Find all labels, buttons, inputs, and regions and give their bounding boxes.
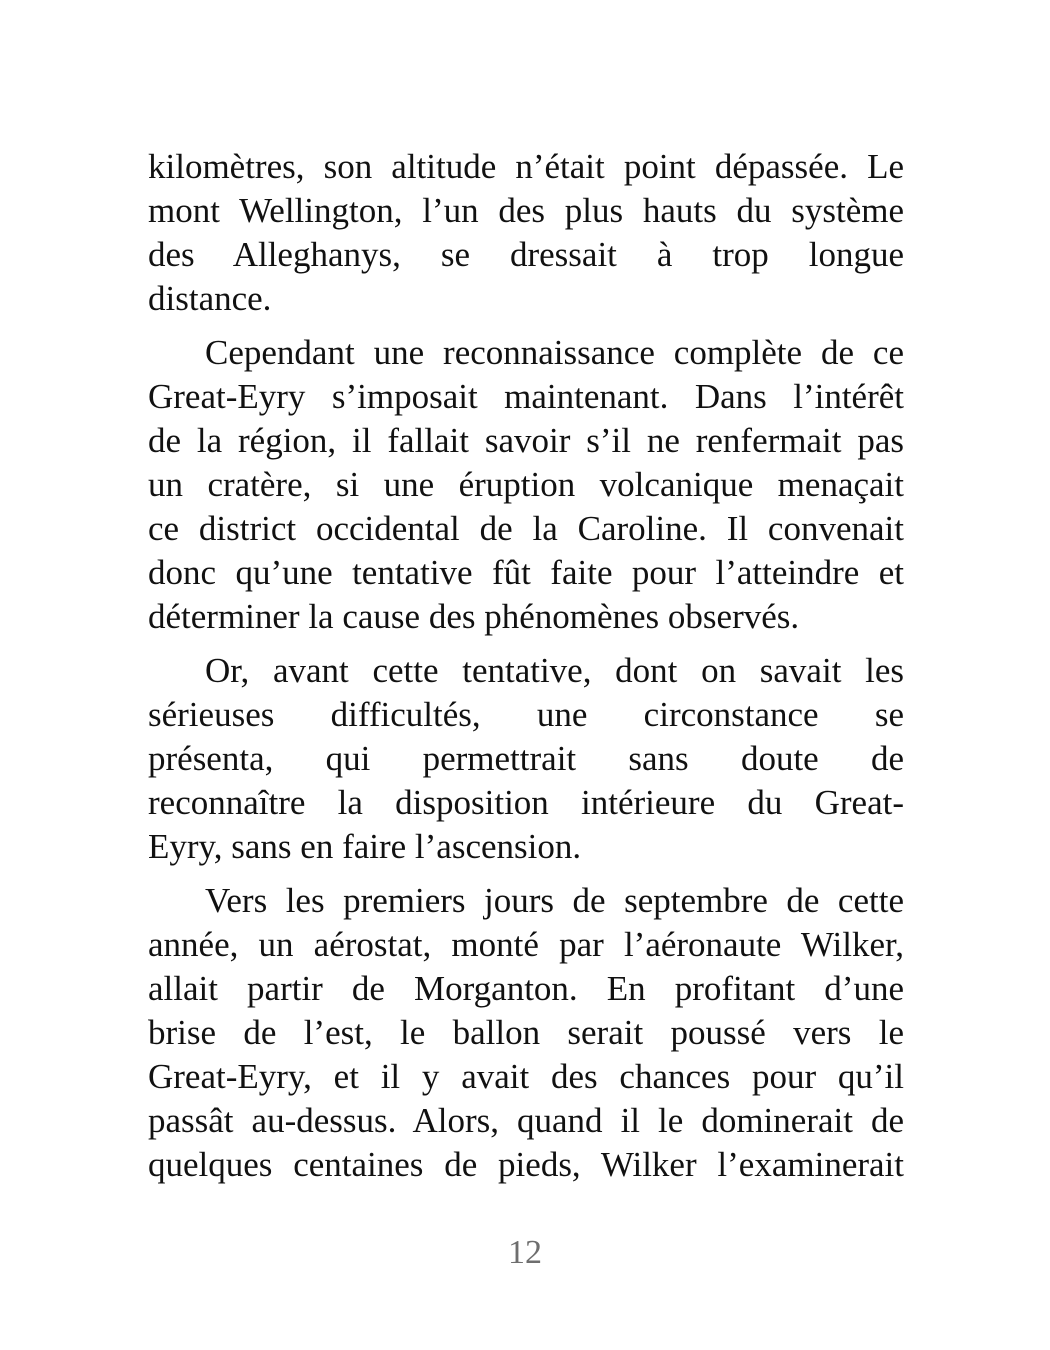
paragraph: [148, 649, 904, 869]
text-line: quelques centaines de pieds, Wilker l’examinerait: [148, 1145, 904, 1184]
page-number: 12: [508, 1234, 542, 1271]
text-line: donc qu’une tentative fût faite pour l’atteindre et: [148, 553, 904, 592]
text-line: mont Wellington, l’un des plus hauts du système: [148, 191, 904, 230]
paragraph: [148, 331, 904, 639]
paragraph: [148, 879, 904, 1187]
text-line: Great-Eyry, et il y avait des chances pour qu’il: [148, 1057, 904, 1096]
text-line: ce district occidental de la Caroline. Il convenait: [148, 509, 904, 548]
text-line: passât au-dessus. Alors, quand il le dominerait de: [148, 1101, 904, 1140]
text-line: année, un aérostat, monté par l’aéronaute Wilker,: [148, 925, 904, 964]
text-line: Cependant une reconnaissance complète de ce: [205, 333, 904, 372]
paragraph: [148, 145, 904, 321]
text-line: Great-Eyry s’imposait maintenant. Dans l’intérêt: [148, 377, 904, 416]
text-line: kilomètres, son altitude n’était point dépassée. Le: [148, 147, 904, 186]
text-line: Vers les premiers jours de septembre de cette: [205, 881, 904, 920]
text-line: de la région, il fallait savoir s’il ne renfermait pas: [148, 421, 904, 460]
text-line: présenta, qui permettrait sans doute de: [148, 739, 904, 778]
text-line: allait partir de Morganton. En profitant d’une: [148, 969, 904, 1008]
text-line: sérieuses difficultés, une circonstance se: [148, 695, 904, 734]
text-line: Or, avant cette tentative, dont on savait les: [205, 651, 904, 690]
text-line: déterminer la cause des phénomènes observés.: [148, 597, 800, 636]
text-line: reconnaître la disposition intérieure du Great-: [148, 783, 904, 822]
page-text: [148, 145, 904, 1187]
text-line: distance.: [148, 279, 272, 318]
text-line: Eyry, sans en faire l’ascension.: [148, 827, 582, 866]
text-line: un cratère, si une éruption volcanique menaçait: [148, 465, 904, 504]
text-line: brise de l’est, le ballon serait poussé vers le: [148, 1013, 904, 1052]
text-line: des Alleghanys, se dressait à trop longue: [148, 235, 904, 274]
